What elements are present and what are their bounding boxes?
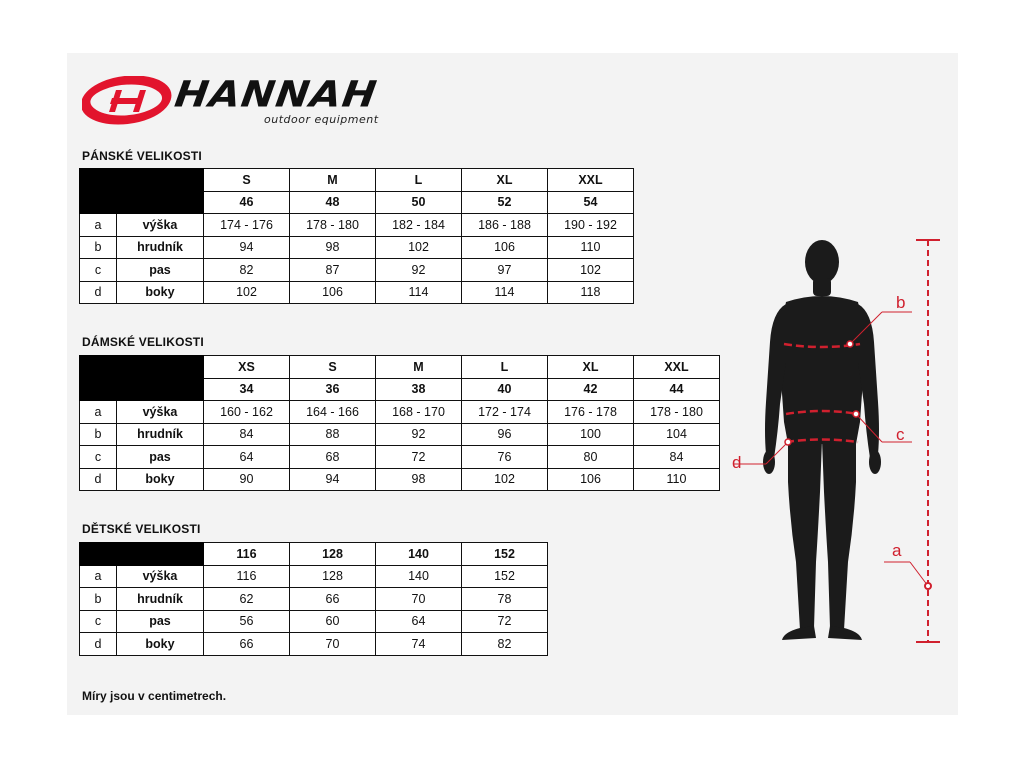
table-cell: 62	[204, 588, 290, 611]
eu-size-cell: 48	[290, 191, 376, 214]
table-cell: 96	[462, 423, 548, 446]
eu-size-cell: 54	[548, 191, 634, 214]
table-cell: 74	[376, 633, 462, 656]
table-cell: 152	[462, 565, 548, 588]
eu-size-cell: 40	[462, 378, 548, 401]
table-cell: 114	[462, 281, 548, 304]
table-cell: 97	[462, 259, 548, 282]
size-header-cell: M	[376, 356, 462, 379]
header-blank-cell	[80, 543, 204, 566]
table-cell: 66	[290, 588, 376, 611]
row-name: výška	[117, 565, 204, 588]
label-b: b	[896, 293, 906, 312]
table-cell: 100	[548, 423, 634, 446]
table-row	[80, 446, 720, 469]
table-cell: 174 - 176	[204, 214, 290, 237]
table-cell: 82	[204, 259, 290, 282]
table-row	[80, 468, 720, 491]
table-cell: 87	[290, 259, 376, 282]
row-letter: a	[80, 401, 117, 424]
table-cell: 98	[290, 236, 376, 259]
size-header-cell: 116	[204, 543, 290, 566]
table-cell: 82	[462, 633, 548, 656]
table-cell: 102	[376, 236, 462, 259]
row-name: hrudník	[117, 236, 204, 259]
table-cell: 70	[290, 633, 376, 656]
table-cell: 72	[462, 610, 548, 633]
size-header-cell: 128	[290, 543, 376, 566]
size-header-cell: XS	[204, 356, 290, 379]
row-letter: d	[80, 281, 117, 304]
table-cell: 64	[376, 610, 462, 633]
table-cell: 118	[548, 281, 634, 304]
table-cell: 168 - 170	[376, 401, 462, 424]
table-cell: 66	[204, 633, 290, 656]
size-header-cell: XL	[548, 356, 634, 379]
body-measurement-figure	[726, 232, 956, 652]
table-cell: 92	[376, 423, 462, 446]
table-cell: 84	[634, 446, 720, 469]
table-cell: 128	[290, 565, 376, 588]
kids-section-title: DĚTSKÉ VELIKOSTI	[82, 522, 201, 536]
eu-size-cell: 52	[462, 191, 548, 214]
row-letter: d	[80, 633, 117, 656]
size-header-cell: S	[290, 356, 376, 379]
eu-size-cell: 46	[204, 191, 290, 214]
table-cell: 72	[376, 446, 462, 469]
table-cell: 182 - 184	[376, 214, 462, 237]
table-cell: 60	[290, 610, 376, 633]
table-cell: 68	[290, 446, 376, 469]
table-row	[80, 588, 548, 611]
units-note: Míry jsou v centimetrech.	[82, 689, 227, 703]
row-letter: c	[80, 610, 117, 633]
table-cell: 176 - 178	[548, 401, 634, 424]
table-cell: 114	[376, 281, 462, 304]
hannah-logo-icon	[82, 76, 174, 126]
table-row	[80, 565, 548, 588]
women-section-title: DÁMSKÉ VELIKOSTI	[82, 335, 204, 349]
table-cell: 102	[462, 468, 548, 491]
table-cell: 104	[634, 423, 720, 446]
row-letter: b	[80, 423, 117, 446]
header-blank-cell	[80, 356, 204, 401]
table-row	[80, 610, 548, 633]
size-header-row	[80, 543, 548, 566]
table-row	[80, 423, 720, 446]
table-cell: 178 - 180	[290, 214, 376, 237]
table-cell: 106	[462, 236, 548, 259]
label-c: c	[896, 425, 905, 444]
size-header-cell: M	[290, 169, 376, 192]
table-cell: 116	[204, 565, 290, 588]
table-row	[80, 281, 634, 304]
table-cell: 76	[462, 446, 548, 469]
eu-size-cell: 34	[204, 378, 290, 401]
table-cell: 106	[290, 281, 376, 304]
table-cell: 92	[376, 259, 462, 282]
size-header-cell: XXL	[548, 169, 634, 192]
table-cell: 98	[376, 468, 462, 491]
header-blank-cell	[80, 169, 204, 214]
table-cell: 106	[548, 468, 634, 491]
table-cell: 102	[204, 281, 290, 304]
row-letter: d	[80, 468, 117, 491]
eu-size-cell: 36	[290, 378, 376, 401]
table-cell: 84	[204, 423, 290, 446]
brand-tagline: outdoor equipment	[264, 113, 379, 126]
eu-size-cell: 50	[376, 191, 462, 214]
row-name: pas	[117, 610, 204, 633]
size-header-cell: S	[204, 169, 290, 192]
row-name: hrudník	[117, 423, 204, 446]
table-cell: 110	[634, 468, 720, 491]
height-measure-line	[884, 240, 940, 642]
women-size-table	[79, 355, 720, 491]
row-name: boky	[117, 468, 204, 491]
table-cell: 94	[290, 468, 376, 491]
table-cell: 70	[376, 588, 462, 611]
row-letter: b	[80, 236, 117, 259]
row-letter: a	[80, 214, 117, 237]
table-cell: 190 - 192	[548, 214, 634, 237]
table-cell: 94	[204, 236, 290, 259]
table-row	[80, 401, 720, 424]
table-cell: 186 - 188	[462, 214, 548, 237]
table-cell: 56	[204, 610, 290, 633]
kids-size-table	[79, 542, 548, 656]
eu-size-cell: 42	[548, 378, 634, 401]
table-cell: 140	[376, 565, 462, 588]
size-header-cell: XL	[462, 169, 548, 192]
table-cell: 90	[204, 468, 290, 491]
table-row	[80, 214, 634, 237]
size-header-row	[80, 356, 720, 379]
row-name: pas	[117, 446, 204, 469]
table-cell: 172 - 174	[462, 401, 548, 424]
row-letter: c	[80, 259, 117, 282]
label-a: a	[892, 541, 902, 560]
table-cell: 78	[462, 588, 548, 611]
table-cell: 164 - 166	[290, 401, 376, 424]
table-cell: 102	[548, 259, 634, 282]
row-name: boky	[117, 281, 204, 304]
table-row	[80, 259, 634, 282]
size-header-cell: L	[462, 356, 548, 379]
size-header-cell: L	[376, 169, 462, 192]
row-name: hrudník	[117, 588, 204, 611]
row-letter: b	[80, 588, 117, 611]
row-letter: a	[80, 565, 117, 588]
row-name: výška	[117, 214, 204, 237]
size-header-row	[80, 169, 634, 192]
size-header-cell: 152	[462, 543, 548, 566]
row-letter: c	[80, 446, 117, 469]
eu-size-cell: 44	[634, 378, 720, 401]
table-cell: 160 - 162	[204, 401, 290, 424]
table-cell: 88	[290, 423, 376, 446]
table-row	[80, 633, 548, 656]
size-header-cell: XXL	[634, 356, 720, 379]
size-header-cell: 140	[376, 543, 462, 566]
row-name: výška	[117, 401, 204, 424]
row-name: pas	[117, 259, 204, 282]
brand-logo	[82, 76, 432, 128]
table-row	[80, 236, 634, 259]
men-size-table	[79, 168, 634, 304]
men-section-title: PÁNSKÉ VELIKOSTI	[82, 149, 202, 163]
brand-wordmark: HANNAH	[172, 74, 380, 116]
eu-size-cell: 38	[376, 378, 462, 401]
table-cell: 178 - 180	[634, 401, 720, 424]
table-cell: 64	[204, 446, 290, 469]
row-name: boky	[117, 633, 204, 656]
table-cell: 80	[548, 446, 634, 469]
label-d: d	[732, 453, 742, 472]
table-cell: 110	[548, 236, 634, 259]
